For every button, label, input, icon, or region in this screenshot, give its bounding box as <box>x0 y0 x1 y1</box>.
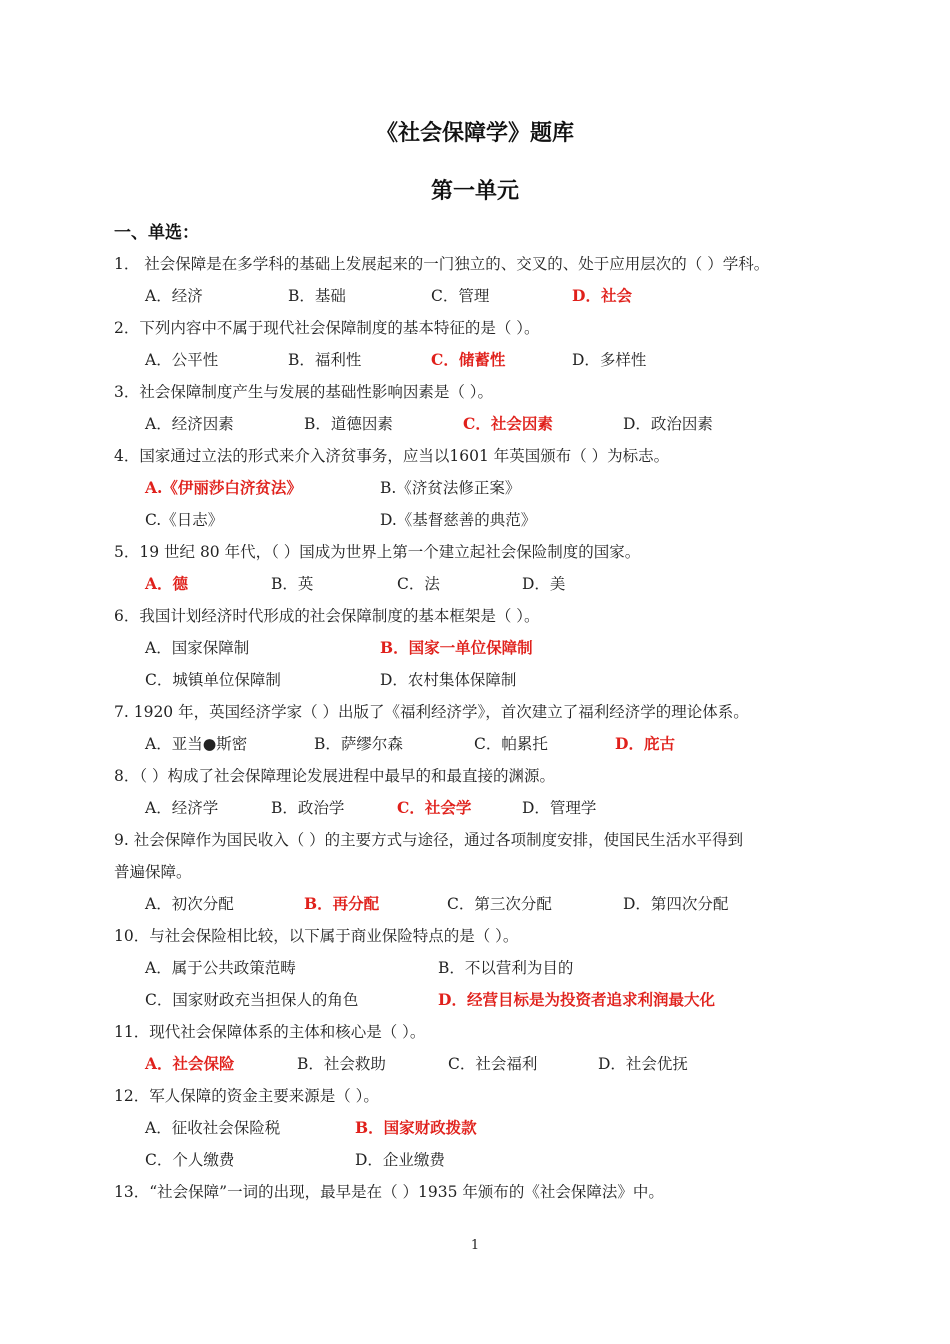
question-text: 10．与社会保险相比较，以下属于商业保险特点的是（ ）。 <box>114 927 519 945</box>
option: B．国家一单位保障制 <box>380 638 533 657</box>
question-text: 5．19 世纪 80 年代，（ ）国成为世界上第一个建立起社会保险制度的国家。 <box>114 543 641 561</box>
page-number: 1 <box>470 1238 480 1253</box>
option: D.《基督慈善的典范》 <box>380 511 537 529</box>
option: A．属于公共政策范畴 <box>145 959 296 977</box>
unit-title: 第一单元 <box>430 178 519 204</box>
question-text: 3．社会保障制度产生与发展的基础性影响因素是（ ）。 <box>114 383 494 401</box>
option: A.《伊丽莎白济贫法》 <box>145 478 302 497</box>
question-text: 4．国家通过立法的形式来介入济贫事务，应当以1601 年英国颁布（ ）为标志。 <box>114 447 670 465</box>
option: C．社会因素 <box>463 414 553 433</box>
option: D．经营目标是为投资者追求利润最大化 <box>438 990 715 1009</box>
question-text: 11．现代社会保障体系的主体和核心是（ ）。 <box>114 1023 426 1041</box>
option: C．国家财政充当担保人的角色 <box>145 991 359 1009</box>
option: D．企业缴费 <box>355 1151 445 1169</box>
option: A．德 <box>145 574 189 593</box>
question-text: 2．下列内容中不属于现代社会保障制度的基本特征的是（ ）。 <box>114 319 540 337</box>
option: A．经济因素 <box>145 415 234 433</box>
option: A．征收社会保险税 <box>145 1119 281 1137</box>
option: C．社会福利 <box>448 1055 538 1073</box>
question-text: 12．军人保障的资金主要来源是（ ）。 <box>114 1087 379 1105</box>
question-text: 6．我国计划经济时代形成的社会保障制度的基本框架是（ ）。 <box>114 607 540 625</box>
option: B．社会救助 <box>297 1055 386 1073</box>
option: B.《济贫法修正案》 <box>380 479 521 497</box>
option: A．社会保险 <box>145 1054 235 1073</box>
option: D．第四次分配 <box>623 895 729 913</box>
question-text: 9. 社会保障作为国民收入（ ）的主要方式与途径，通过各项制度安排，使国民生活水平得到 <box>114 831 744 849</box>
option: C．城镇单位保障制 <box>145 671 281 689</box>
option: D．社会 <box>572 286 632 305</box>
option: B．萨缪尔森 <box>314 735 403 753</box>
option: A．初次分配 <box>145 895 234 913</box>
option: C．个人缴费 <box>145 1151 235 1169</box>
option: C．社会学 <box>397 798 472 817</box>
option: C．第三次分配 <box>447 895 552 913</box>
option: D．多样性 <box>572 351 647 369</box>
option: B．国家财政拨款 <box>355 1118 477 1137</box>
option: D．庇古 <box>615 734 675 753</box>
document-title: 《社会保障学》题库 <box>375 120 574 146</box>
option: B．英 <box>271 575 314 593</box>
option: B．福利性 <box>288 351 362 369</box>
question-text: 13．“社会保障”一词的出现，最早是在（ ）1935 年颁布的《社会保障法》中。 <box>114 1183 664 1201</box>
option: D．社会优抚 <box>598 1055 688 1073</box>
option: D．管理学 <box>522 799 597 817</box>
section-title: 一、单选： <box>114 223 199 243</box>
question-text: 8．（ ）构成了社会保障理论发展进程中最早的和最直接的渊源。 <box>114 767 556 785</box>
option: A．经济 <box>145 287 203 305</box>
option: C．法 <box>397 575 440 593</box>
option: C．管理 <box>431 287 490 305</box>
option: A．公平性 <box>145 351 219 369</box>
question-text: 7. 1920 年，英国经济学家（ ）出版了《福利经济学》，首次建立了福利经济学的理论体系。 <box>114 703 749 721</box>
option: C．帕累托 <box>474 735 548 753</box>
option: C.《日志》 <box>145 511 224 529</box>
question-text: 1． 社会保障是在多学科的基础上发展起来的一门独立的、交叉的、处于应用层次的（ ）学科。 <box>114 255 770 273</box>
option: B．基础 <box>288 287 346 305</box>
option: B．道德因素 <box>304 415 393 433</box>
option: D．政治因素 <box>623 415 713 433</box>
option: D．农村集体保障制 <box>380 671 517 689</box>
option: B．不以营利为目的 <box>438 959 574 977</box>
option: B．再分配 <box>304 894 380 913</box>
option: C．储蓄性 <box>431 350 506 369</box>
option: A．经济学 <box>145 799 219 817</box>
option: A．亚当●斯密 <box>145 735 248 753</box>
option: B．政治学 <box>271 799 345 817</box>
question-text-continued: 普遍保障。 <box>114 863 192 881</box>
option: D．美 <box>522 575 566 593</box>
option: A．国家保障制 <box>145 639 250 657</box>
